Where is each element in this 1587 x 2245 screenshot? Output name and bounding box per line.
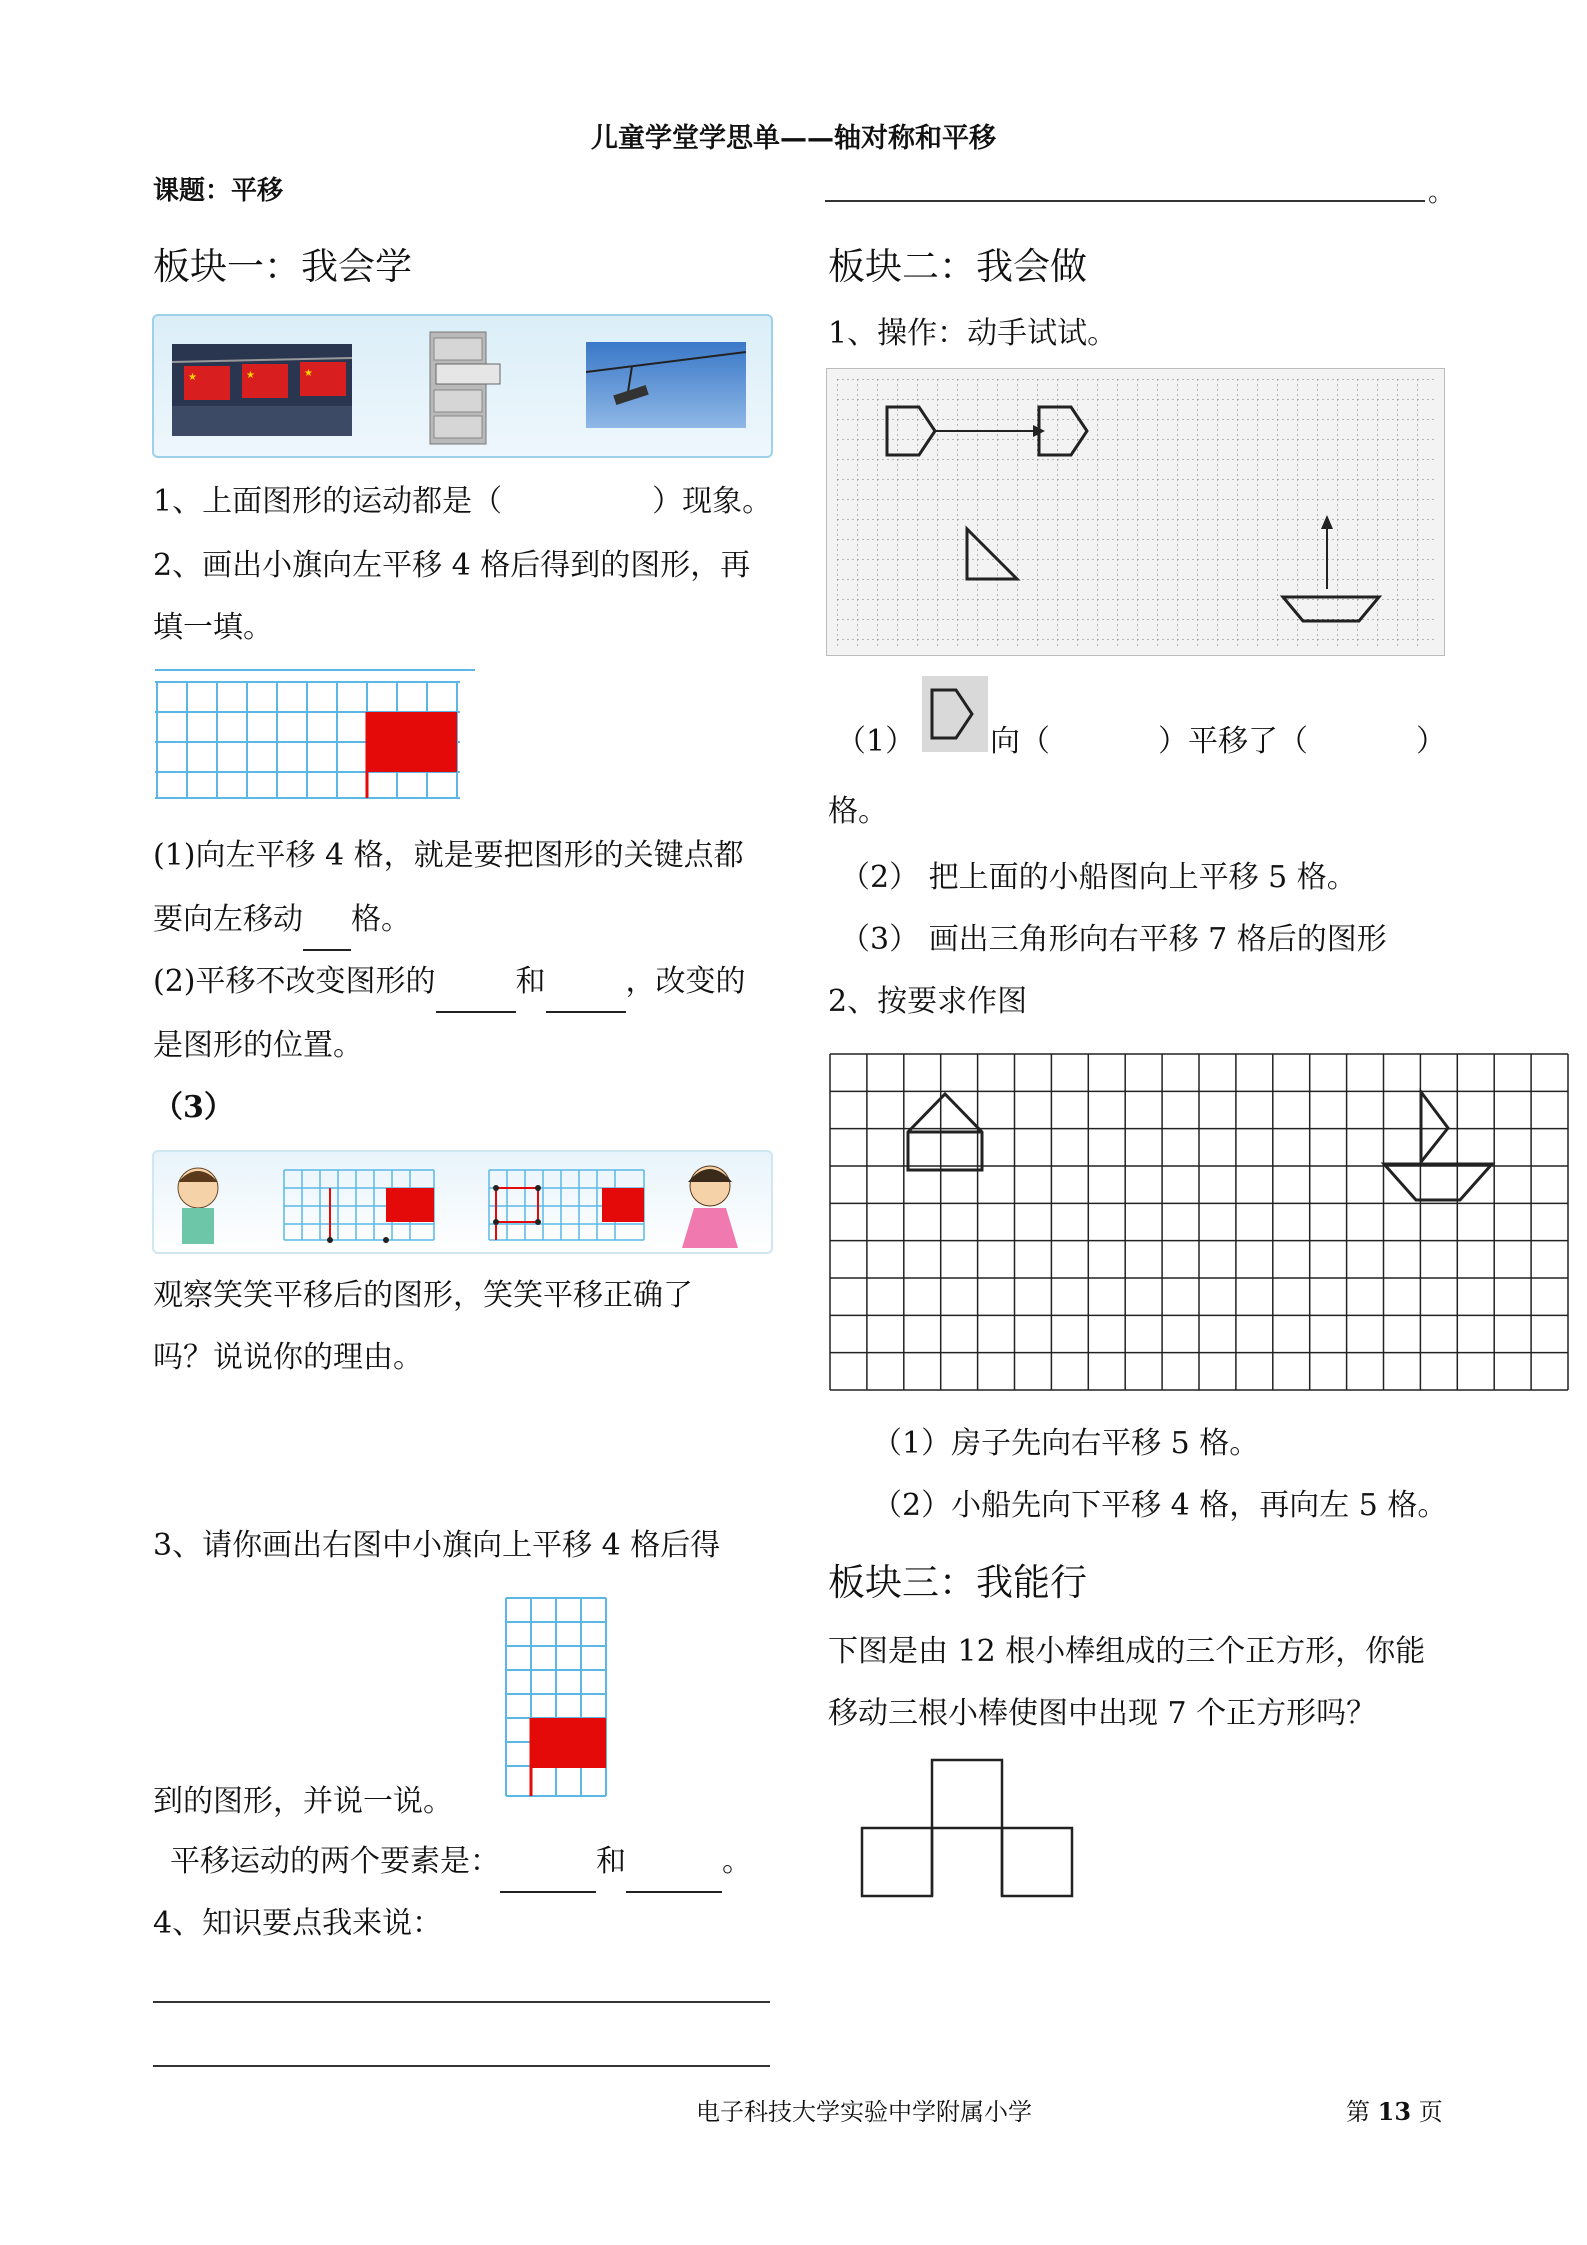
section-2-heading: 板块二：我会做	[828, 245, 1087, 288]
filing-cabinet-icon	[422, 328, 502, 448]
boy-icon	[178, 1168, 218, 1244]
sub2-blank-2[interactable]	[546, 981, 626, 1013]
sub-1-line1: (1)向左平移 4 格，就是要把图形的关键点都	[153, 838, 744, 873]
svg-text:★: ★	[246, 370, 255, 381]
flag-grid-q3[interactable]	[504, 1596, 610, 1802]
drawing-grid[interactable]	[828, 1052, 1570, 1394]
observe-line1: 观察笑笑平移后的图形，笑笑平移正确了	[153, 1278, 693, 1313]
page-number: 第 13 页	[1346, 2097, 1443, 2126]
flag-icon	[172, 344, 352, 436]
question-2-line1: 2、画出小旗向左平移 4 格后得到的图形，再	[153, 548, 751, 583]
sailboat-shape	[1421, 1092, 1448, 1162]
dotted-grid-exercise[interactable]	[826, 368, 1445, 656]
svg-text:★: ★	[304, 368, 313, 379]
sub1-blank[interactable]	[303, 919, 351, 951]
red-flag	[367, 712, 457, 772]
question-4: 4、知识要点我来说：	[153, 1906, 443, 1941]
question-3-line1: 3、请你画出右图中小旗向上平移 4 格后得	[153, 1528, 721, 1563]
sub-1-line2: 要向左移动 格。	[153, 888, 411, 951]
sub-3: （3）	[153, 1090, 234, 1125]
top-period: 。	[1428, 178, 1455, 208]
section-3-heading: 板块三：我能行	[828, 1561, 1087, 1604]
question-2-line2: 填一填。	[153, 610, 273, 645]
cable-car-icon	[586, 342, 746, 428]
section-1-heading: 板块一：我会学	[153, 245, 412, 288]
right-3: （3） 画出三角形向右平移 7 格后的图形	[840, 922, 1387, 957]
answer-line-2[interactable]	[153, 2065, 770, 2067]
red-flag-q3	[531, 1718, 606, 1768]
sub-2-line1: (2)平移不改变图形的 和 ，改变的	[153, 950, 746, 1013]
page-title: 儿童学堂学思单——轴对称和平移	[591, 123, 996, 154]
right-2: （2） 把上面的小船图向上平移 5 格。	[840, 860, 1357, 895]
translation-photos	[152, 314, 773, 458]
question-1: 1、上面图形的运动都是（ ）现象。	[153, 484, 773, 519]
element-blank-2[interactable]	[626, 1861, 722, 1893]
question-2-2: （2）小船先向下平移 4 格，再向左 5 格。	[872, 1488, 1448, 1523]
small-pentagon-icon	[922, 676, 988, 752]
lesson-topic: 课题：平移	[153, 176, 284, 206]
right-1-label: （1）	[836, 724, 916, 759]
girl-icon	[682, 1166, 738, 1248]
element-blank-1[interactable]	[500, 1861, 596, 1893]
section-3-line2: 移动三根小棒使图中出现 7 个正方形吗？	[828, 1696, 1377, 1731]
right-1-unit: 格。	[828, 794, 888, 829]
top-answer-line[interactable]	[825, 200, 1425, 202]
three-squares-figure[interactable]	[860, 1758, 1080, 1900]
sub2-blank-1[interactable]	[436, 981, 516, 1013]
operation-heading: 1、操作：动手试试。	[828, 316, 1118, 351]
sub-2-line2: 是图形的位置。	[153, 1028, 363, 1063]
answer-line-1[interactable]	[153, 2001, 770, 2003]
svg-text:★: ★	[188, 372, 197, 383]
kids-translation-illustration	[152, 1150, 773, 1254]
question-2-1: （1）房子先向右平移 5 格。	[872, 1426, 1260, 1461]
school-name: 电子科技大学实验中学附属小学	[696, 2098, 1032, 2126]
right-1-direction: 向（ ）平移了（ ）	[990, 724, 1446, 759]
question-2-right: 2、按要求作图	[828, 984, 1028, 1019]
observe-line2: 吗？说说你的理由。	[153, 1340, 423, 1375]
section-3-line1: 下图是由 12 根小棒组成的三个正方形，你能	[828, 1634, 1426, 1669]
translation-elements: 平移运动的两个要素是： 和 。	[170, 1830, 752, 1893]
question-3-line2: 到的图形，并说一说。	[153, 1784, 453, 1819]
flag-grid-q2[interactable]	[155, 668, 475, 803]
